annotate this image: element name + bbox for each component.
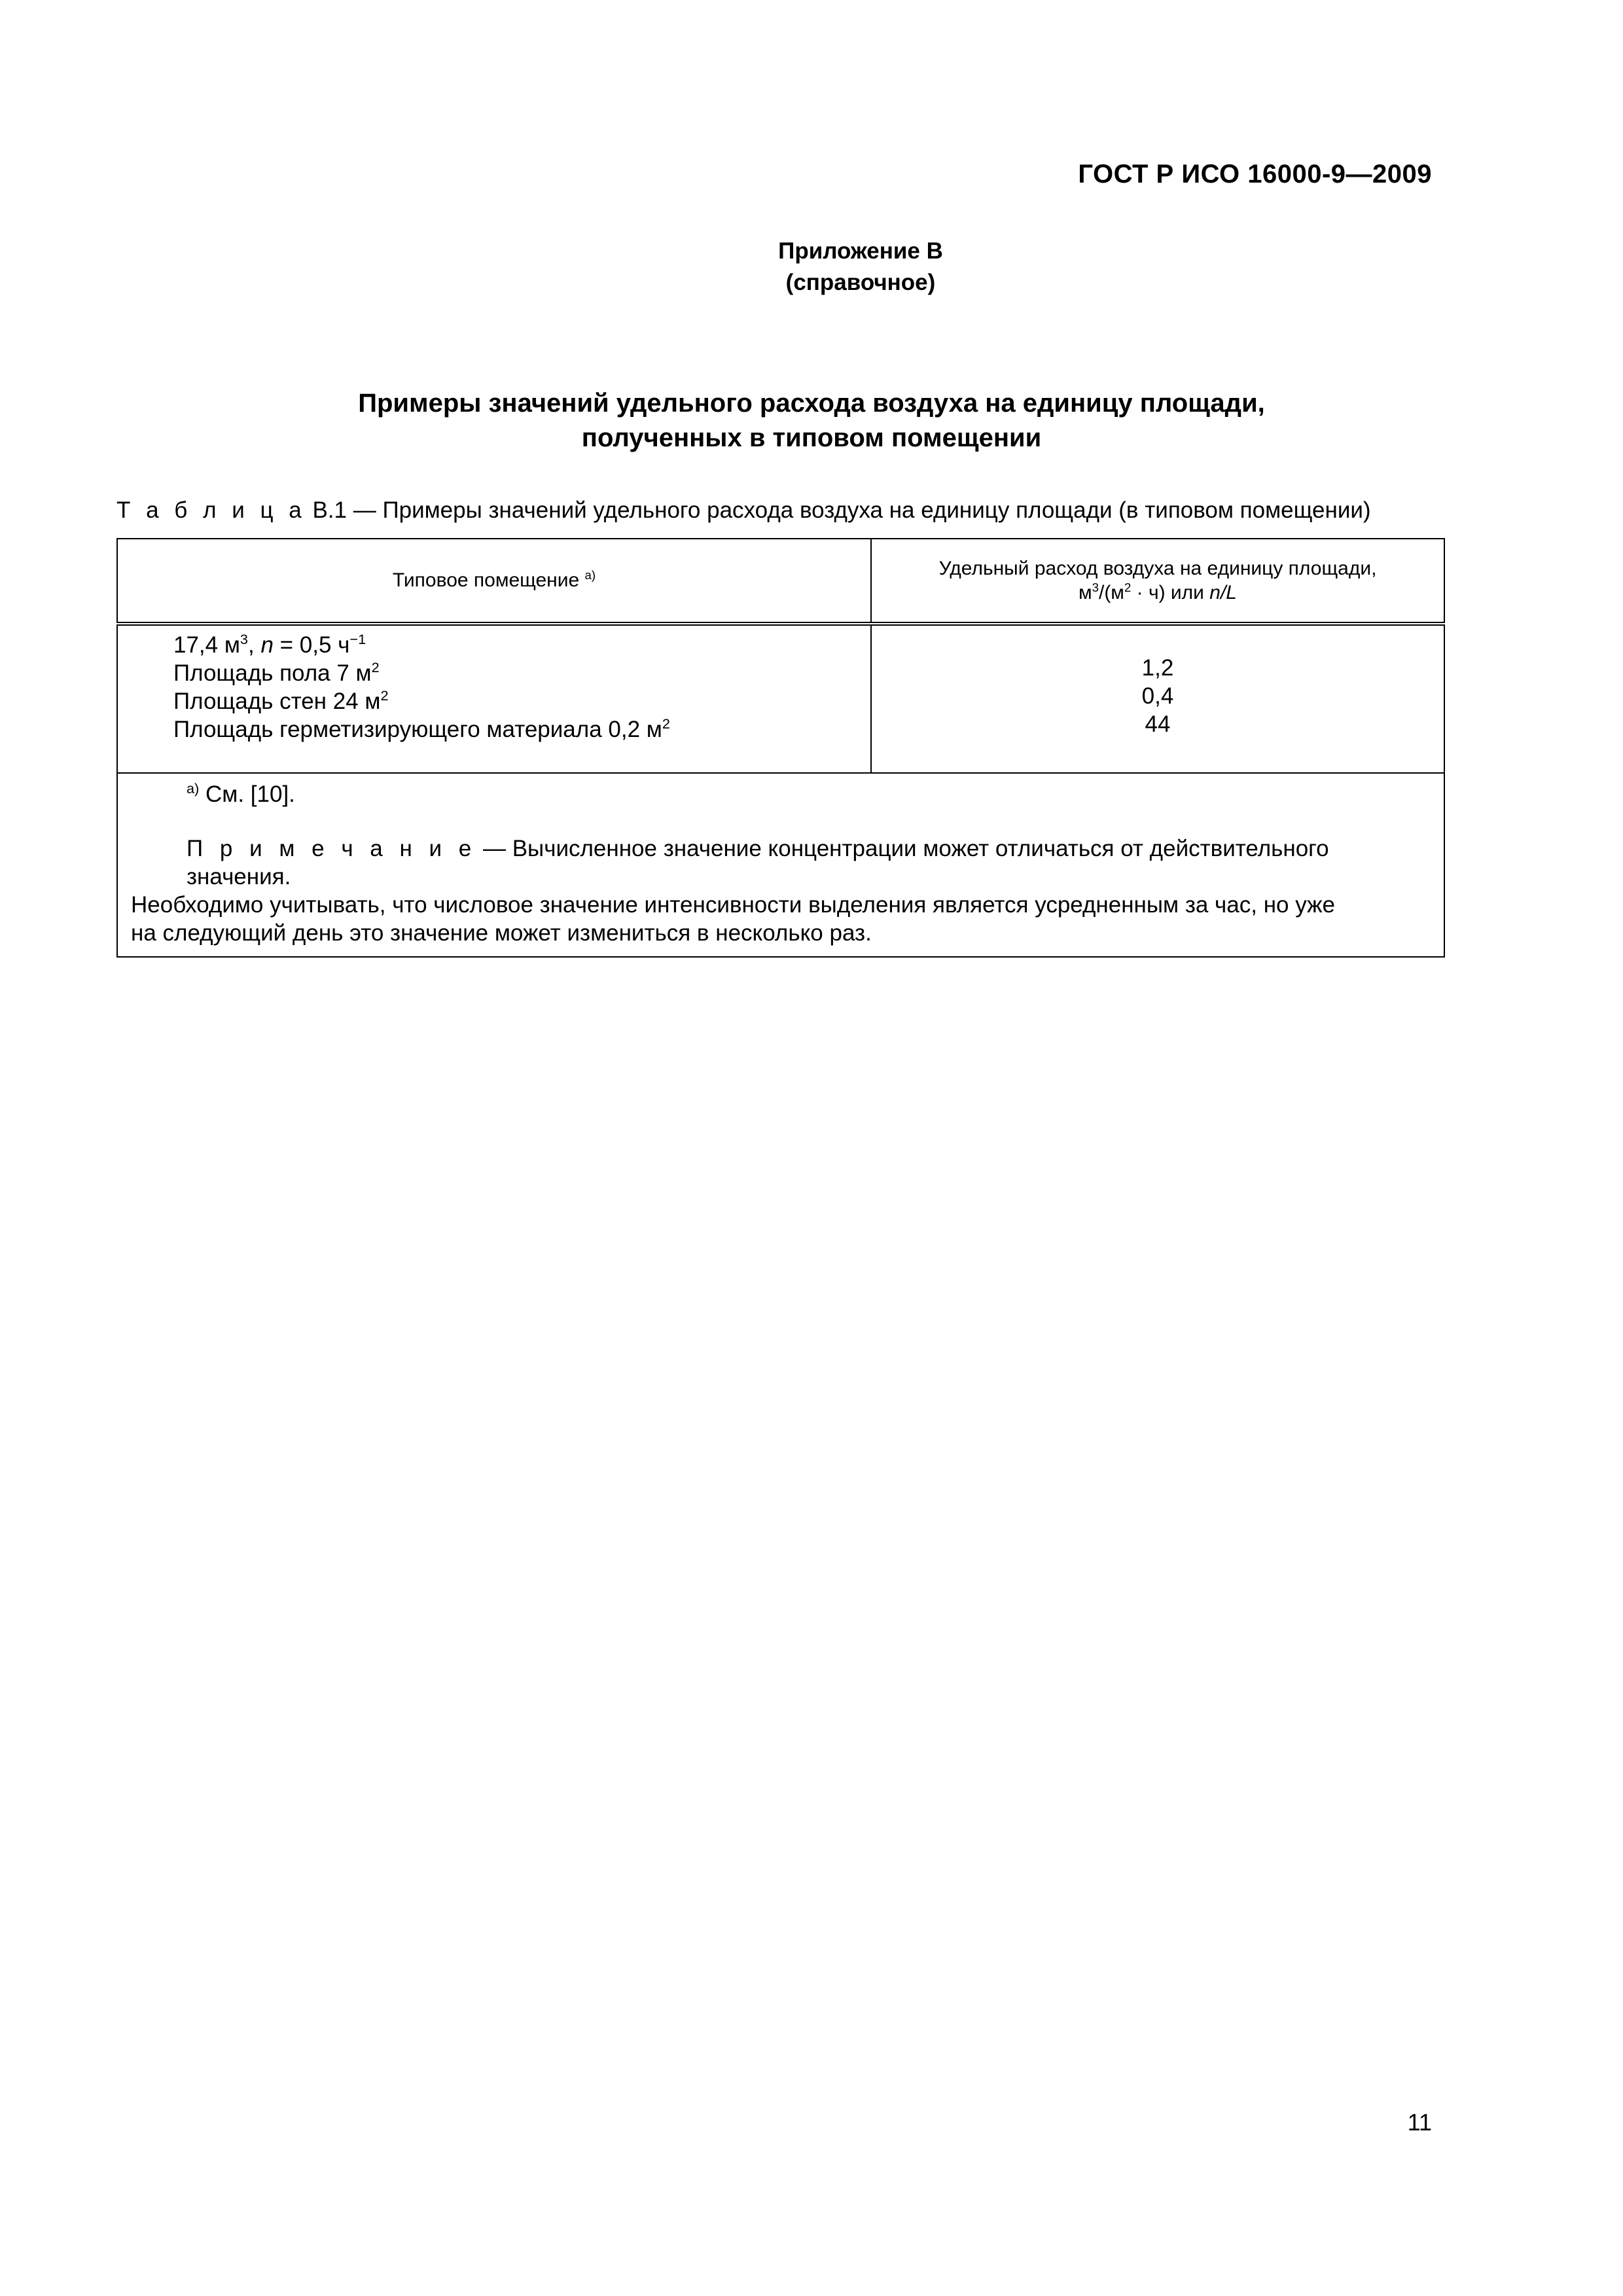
page-number: 11 [1407, 2109, 1432, 2136]
footnote-text: См. [10]. [199, 781, 295, 807]
room-area-floor [173, 659, 870, 687]
header-typical-room [117, 539, 871, 624]
room-air-change-symbol: n [260, 632, 274, 658]
annex-heading [0, 236, 1623, 298]
annex-type: (справочное) [785, 270, 936, 295]
room-area-floor-sup: 2 [371, 658, 380, 675]
note-line-3: на следующий день это значение может измениться в несколько раз. [131, 920, 872, 946]
note-line-1 [131, 834, 1431, 891]
table-header-row [117, 539, 1444, 624]
unit-part-d: n/L [1209, 582, 1237, 603]
table-caption [116, 497, 1371, 524]
table-caption-text: В.1 — Примеры значений удельного расхода воздуха на единицу площади (в типовом помещении) [306, 497, 1371, 523]
value-sealant: 44 [1145, 711, 1171, 737]
header-air-flow-rate [871, 539, 1444, 624]
annex-title-line2: полученных в типовом помещении [581, 423, 1042, 452]
typical-room-cell [117, 624, 871, 773]
unit-sup-1: 3 [1092, 580, 1099, 594]
room-area-sealant-sup: 2 [662, 715, 670, 732]
room-area-floor-label: Площадь пола 7 м [173, 660, 372, 686]
air-flow-values-cell [871, 624, 1444, 773]
annex-label: Приложение В [778, 238, 943, 264]
room-area-sealant [173, 715, 870, 744]
footnote-mark: а) [187, 780, 200, 797]
table-note [131, 834, 1431, 947]
room-area-walls [173, 687, 870, 715]
annex-title-line1: Примеры значений удельного расхода воздуха на единицу площади, [358, 389, 1265, 418]
unit-part-c: · ч) или [1131, 582, 1210, 603]
room-volume [173, 631, 870, 659]
note-text-1: — Вычисленное значение концентрации может отличаться от действительного значения. [187, 836, 1329, 889]
table-footnote [131, 780, 1431, 808]
unit-part-a: м [1079, 582, 1092, 603]
unit-sup-2: 2 [1124, 580, 1132, 594]
room-area-walls-label: Площадь стен 24 м [173, 689, 381, 714]
table-caption-prefix: Т а б л и ц а [116, 497, 306, 523]
header-air-flow-label: Удельный расход воздуха на единицу площади, [938, 558, 1377, 579]
header-air-flow-unit [872, 581, 1443, 605]
air-flow-table [116, 538, 1445, 958]
note-label: П р и м е ч а н и е [187, 836, 477, 861]
table-notes-cell [117, 773, 1444, 957]
header-footnote-mark: а) [584, 567, 596, 582]
room-volume-value: 17,4 м [173, 632, 240, 658]
note-line-2: Необходимо учитывать, что числовое значение интенсивности выделения является усредненным за час, но уже [131, 892, 1335, 918]
room-air-change-value: = 0,5 ч [273, 632, 350, 658]
value-walls: 0,4 [1141, 683, 1174, 709]
room-volume-sep: , [247, 632, 261, 658]
room-volume-sup: 3 [240, 630, 248, 647]
unit-part-b: /(м [1098, 582, 1124, 603]
table-footer-row [117, 773, 1444, 957]
annex-title [0, 386, 1623, 456]
value-floor: 1,2 [1141, 655, 1174, 681]
room-area-walls-sup: 2 [380, 687, 389, 704]
room-area-sealant-label: Площадь герметизирующего материала 0,2 м [173, 717, 662, 742]
document-code: ГОСТ Р ИСО 16000-9—2009 [1078, 160, 1432, 188]
header-typical-room-label: Типовое помещение [392, 569, 580, 591]
table-body-row [117, 624, 1444, 773]
room-air-change-sup: −1 [349, 630, 366, 647]
